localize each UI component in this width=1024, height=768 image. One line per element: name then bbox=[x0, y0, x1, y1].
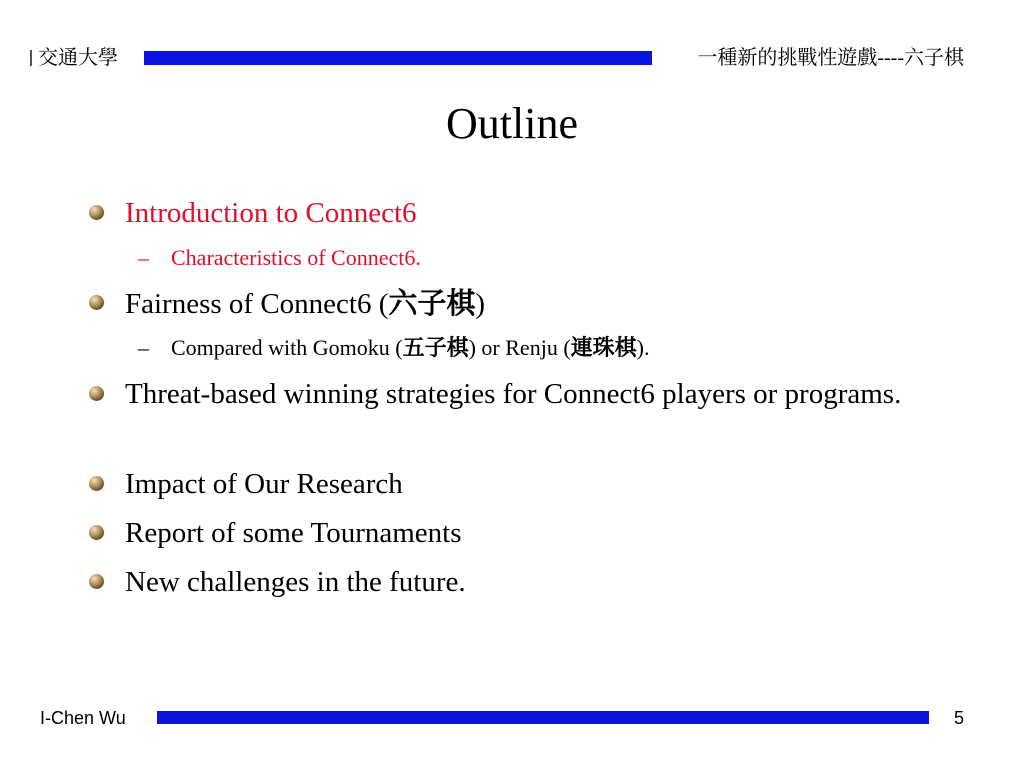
bullet-icon bbox=[89, 205, 104, 220]
outline-item-fairness bbox=[125, 282, 915, 325]
dash-icon: – bbox=[138, 335, 149, 360]
outline-item-introduction bbox=[125, 192, 915, 234]
outline-item-text: Threat-based winning strategies for Connect6 players or programs. bbox=[125, 378, 902, 410]
outline-subitem-characteristics bbox=[138, 243, 931, 273]
bullet-icon bbox=[89, 525, 104, 540]
slide-title: Outline bbox=[446, 99, 578, 148]
sub-text-1: Compared with Gomoku ( bbox=[171, 335, 403, 360]
outline-subitem-text: Characteristics of Connect6. bbox=[171, 245, 421, 270]
outline-subitem-comparison bbox=[138, 333, 931, 364]
outline-item-future bbox=[125, 561, 915, 603]
sub-cjk-gomoku: 五子棋 bbox=[402, 336, 469, 361]
outline-item-text: New challenges in the future. bbox=[125, 566, 466, 598]
bullet-icon bbox=[89, 295, 104, 310]
dash-icon: – bbox=[138, 245, 149, 270]
outline-item-threat-strategies bbox=[125, 373, 915, 415]
sub-cjk-renju: 連珠棋 bbox=[570, 336, 637, 361]
bullet-icon bbox=[89, 476, 104, 491]
outline-item-cjk: 六子棋 bbox=[388, 286, 476, 320]
page-number: 5 bbox=[954, 708, 965, 728]
footer-rule-bar bbox=[157, 711, 929, 724]
outline-item-text: Introduction to Connect6 bbox=[125, 197, 417, 229]
footer-author: I-Chen Wu bbox=[40, 708, 126, 728]
outline-item-text: Report of some Tournaments bbox=[125, 517, 462, 549]
header-subtitle: 一種新的挑戰性遊戲----六子棋 bbox=[697, 47, 964, 69]
outline-item-tournaments bbox=[125, 512, 915, 554]
header-institution-text: 交通大學 bbox=[38, 47, 118, 69]
outline-item-impact bbox=[125, 463, 915, 505]
bullet-icon bbox=[89, 386, 104, 401]
sub-text-3: ). bbox=[636, 335, 650, 360]
outline-item-text-after: ) bbox=[475, 288, 486, 320]
outline-item-text: Impact of Our Research bbox=[125, 468, 403, 500]
sub-text-2: ) or Renju ( bbox=[468, 335, 571, 360]
outline-item-text-before: Fairness of Connect6 ( bbox=[125, 288, 389, 320]
bullet-icon bbox=[89, 574, 104, 589]
